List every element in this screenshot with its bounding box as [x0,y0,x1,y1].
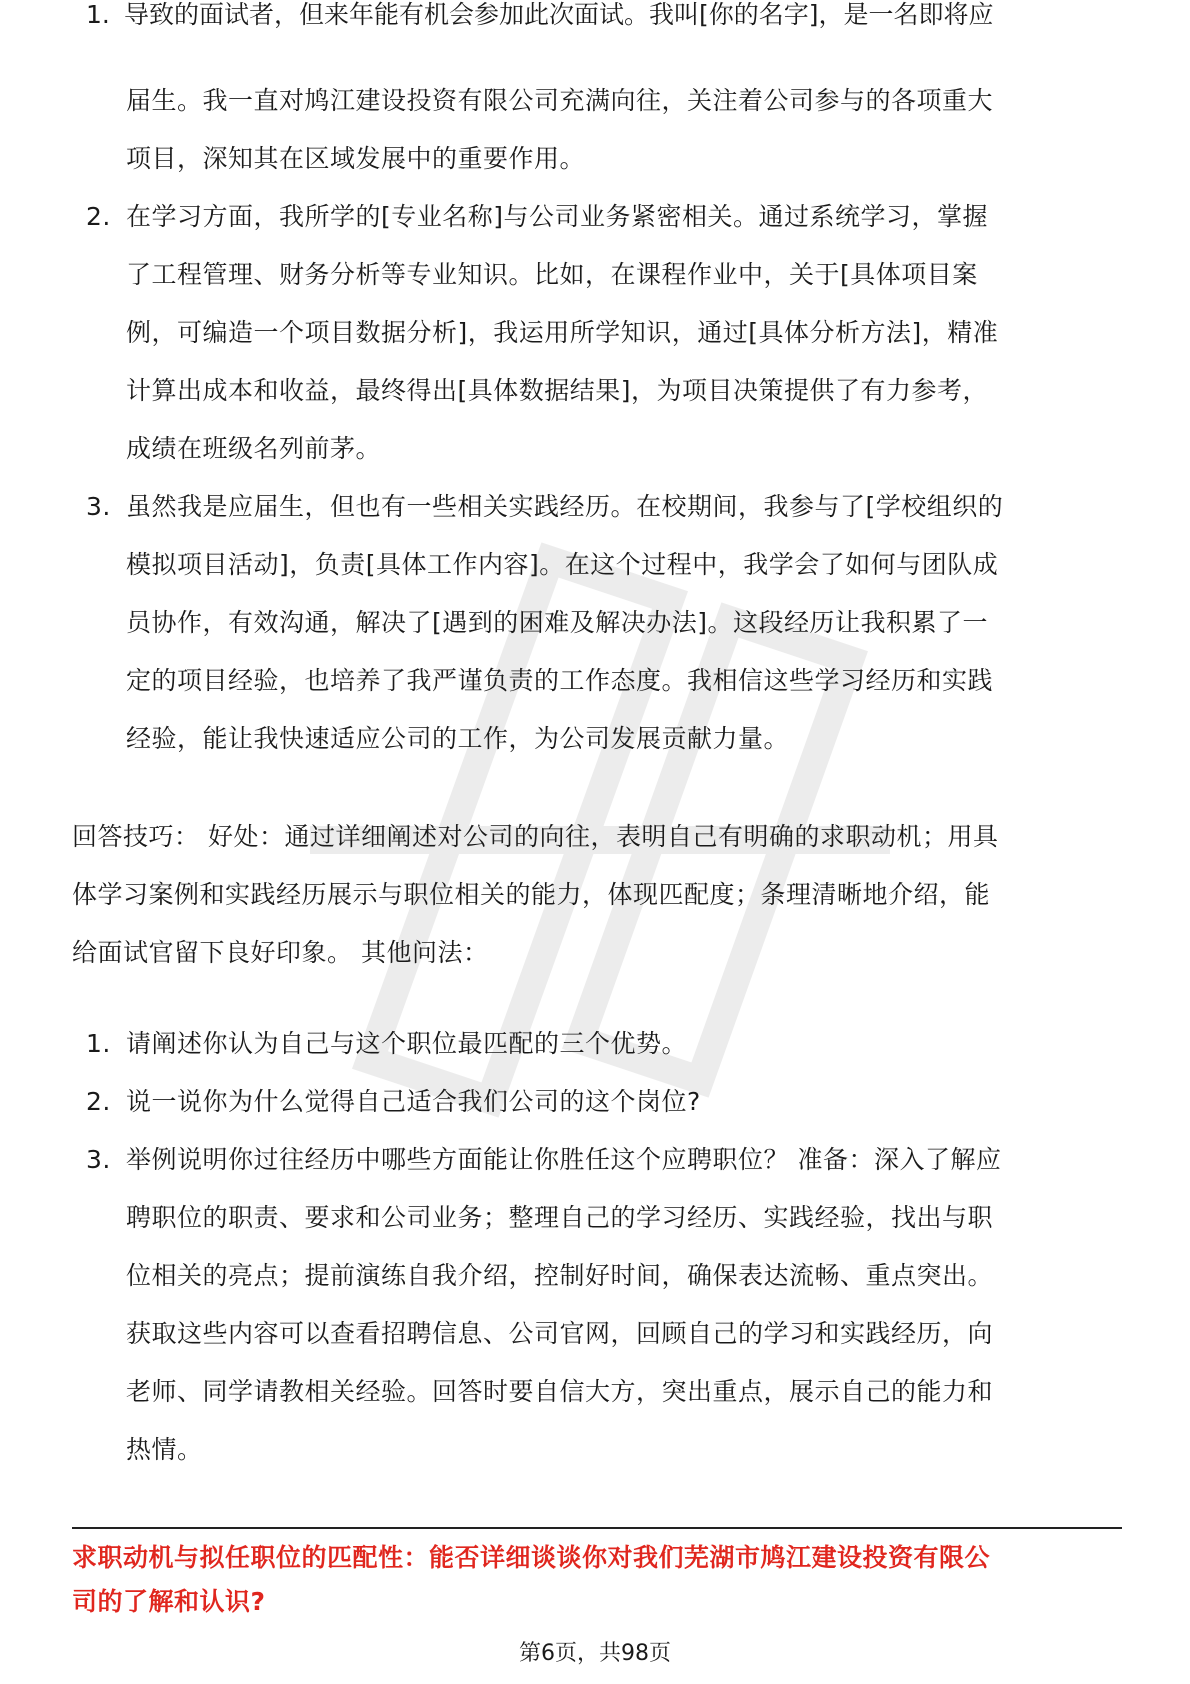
answer-list [72,72,1122,768]
text-line: 求职动机与拟任职位的匹配性：能否详细谈谈你对我们芜湖市鸠江建设投资有限公 [72,1543,991,1572]
text-line: 了工程管理、财务分析等专业知识。比如，在课程作业中，关于[具体项目案 [126,260,978,289]
page-footer: 第6页，共98页 [519,1641,671,1666]
text-line: 位相关的亮点；提前演练自我介绍，控制好时间，确保表达流畅、重点突出。 [126,1261,994,1290]
text-line: 老师、同学请教相关经验。回答时要自信大方，突出重点，展示自己的能力和 [126,1377,994,1406]
list-number: 3. [86,492,111,521]
other-questions-list [72,1015,1122,1479]
text-line: 在学习方面，我所学的[专业名称]与公司业务紧密相关。通过系统学习，掌握 [126,202,989,231]
text-line: 司的了解和认识? [72,1587,266,1616]
list-number: 3. [86,1145,111,1174]
text-line: 热情。 [126,1435,203,1464]
text-line: 定的项目经验，也培养了我严谨负责的工作态度。我相信这些学习经历和实践 [126,666,994,695]
text-line: 届生。我一直对鸠江建设投资有限公司充满向往，关注着公司参与的各项重大 [126,86,994,115]
list-number: 1. [86,1029,111,1058]
text-line: 项目，深知其在区域发展中的重要作用。 [126,144,586,173]
text-line: 回答技巧： 好处：通过详细阐述对公司的向往，表明自己有明确的求职动机；用具 [72,822,999,851]
text-line: 员协作，有效沟通，解决了[遇到的困难及解决办法]。这段经历让我积累了一 [126,608,989,637]
text-line: 虽然我是应届生，但也有一些相关实践经历。在校期间，我参与了[学校组织的 [126,492,1004,521]
next-question-heading [72,1536,1122,1624]
list-item [72,1073,1122,1131]
text-line: 例，可编造一个项目数据分析]，我运用所学知识，通过[具体分析方法]，精准 [126,318,999,347]
text-line: 请阐述你认为自己与这个职位最匹配的三个优势。 [126,1029,688,1058]
item1-continuation [72,72,1122,188]
text-line: 聘职位的职责、要求和公司业务；整理自己的学习经历、实践经验，找出与职 [126,1203,994,1232]
list-number: 1. [86,0,110,29]
list-item [72,188,1122,478]
text-line: 计算出成本和收益，最终得出[具体数据结果]，为项目决策提供了有力参考， [126,376,989,405]
answer-tips [72,808,1122,982]
cut-off-text: 导致的面试者，但来年能有机会参加此次面试。我叫[你的名字]，是一名即将应 [124,0,994,29]
cut-off-line [72,0,1122,34]
text-line: 说一说你为什么觉得自己适合我们公司的这个岗位? [126,1087,701,1116]
text-line: 模拟项目活动]，负责[具体工作内容]。在这个过程中，我学会了如何与团队成 [126,550,999,579]
text-line: 经验，能让我快速适应公司的工作，为公司发展贡献力量。 [126,724,790,753]
list-number: 2. [86,1087,111,1116]
text-line: 举例说明你过往经历中哪些方面能让你胜任这个应聘职位？ 准备：深入了解应 [126,1145,1002,1174]
list-number: 2. [86,202,111,231]
other-question-items [72,1015,1122,1479]
text-line: 成绩在班级名列前茅。 [126,434,382,463]
text-line: 给面试官留下良好印象。 其他问法： [72,938,489,967]
list-item [72,1015,1122,1073]
text-line: 体学习案例和实践经历展示与职位相关的能力，体现匹配度；条理清晰地介绍，能 [72,880,991,909]
section-divider [72,1527,1122,1529]
list-item [72,1131,1122,1479]
list-item [72,478,1122,768]
text-line: 获取这些内容可以查看招聘信息、公司官网，回顾自己的学习和实践经历，向 [126,1319,994,1348]
answer-items [72,188,1122,768]
